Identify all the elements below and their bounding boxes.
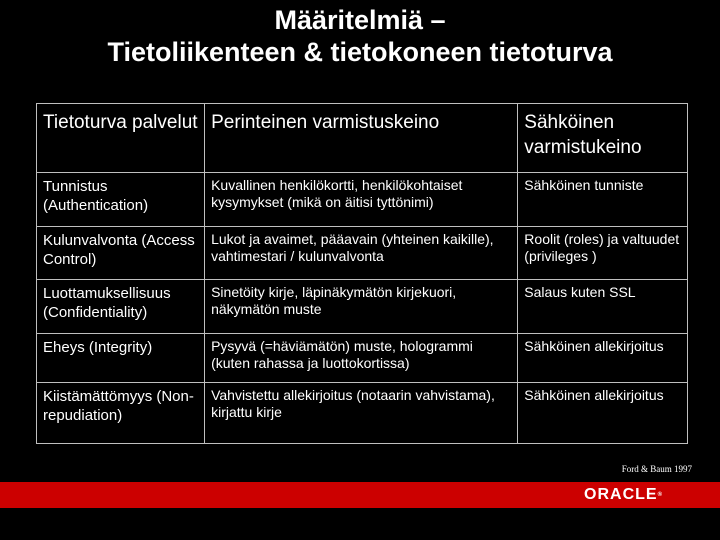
table-row xyxy=(37,173,688,227)
slide-title-line-1: Määritelmiä – xyxy=(274,5,446,35)
table-header-cell: Perinteinen varmistuskeino xyxy=(205,104,518,173)
table-cell-service: Eheys (Integrity) xyxy=(37,334,205,383)
table-row xyxy=(37,383,688,444)
table-cell-traditional: Sinetöity kirje, läpinäkymätön kirjekuori, näkymätön muste xyxy=(205,280,518,334)
table-row xyxy=(37,227,688,280)
table-row xyxy=(37,280,688,334)
table-cell-electronic: Salaus kuten SSL xyxy=(518,280,688,334)
table-cell-traditional: Pysyvä (=häviämätön) muste, hologrammi (kuten rahassa ja luottokortissa) xyxy=(205,334,518,383)
oracle-logo-text: ORACLE xyxy=(584,486,658,503)
table-cell-service: Luottamuksellisuus (Confidentiality) xyxy=(37,280,205,334)
definitions-table xyxy=(36,103,688,444)
table-cell-electronic: Roolit (roles) ja valtuudet (privileges ) xyxy=(518,227,688,280)
table-cell-traditional: Lukot ja avaimet, pääavain (yhteinen kaikille), vahtimestari / kulunvalvonta xyxy=(205,227,518,280)
registered-mark-icon: ® xyxy=(657,492,662,498)
table-cell-electronic: Sähköinen allekirjoitus xyxy=(518,334,688,383)
source-credit: Ford & Baum 1997 xyxy=(621,464,692,474)
oracle-logo xyxy=(584,485,662,505)
table-cell-electronic: Sähköinen allekirjoitus xyxy=(518,383,688,444)
table-header-row xyxy=(37,104,688,173)
slide-title xyxy=(0,4,720,68)
table-cell-service: Kiistämättömyys (Non-repudiation) xyxy=(37,383,205,444)
table-row xyxy=(37,334,688,383)
table-cell-service: Tunnistus (Authentication) xyxy=(37,173,205,227)
table-cell-service: Kulunvalvonta (Access Control) xyxy=(37,227,205,280)
table-header-cell: Sähköinen varmistukeino xyxy=(518,104,688,173)
table-cell-traditional: Vahvistettu allekirjoitus (notaarin vahvistama), kirjattu kirje xyxy=(205,383,518,444)
table-cell-electronic: Sähköinen tunniste xyxy=(518,173,688,227)
table-cell-traditional: Kuvallinen henkilökortti, henkilökohtaiset kysymykset (mikä on äitisi tyttönimi) xyxy=(205,173,518,227)
slide-title-line-2: Tietoliikenteen & tietokoneen tietoturva xyxy=(107,37,613,67)
table-header-cell: Tietoturva palvelut xyxy=(37,104,205,173)
